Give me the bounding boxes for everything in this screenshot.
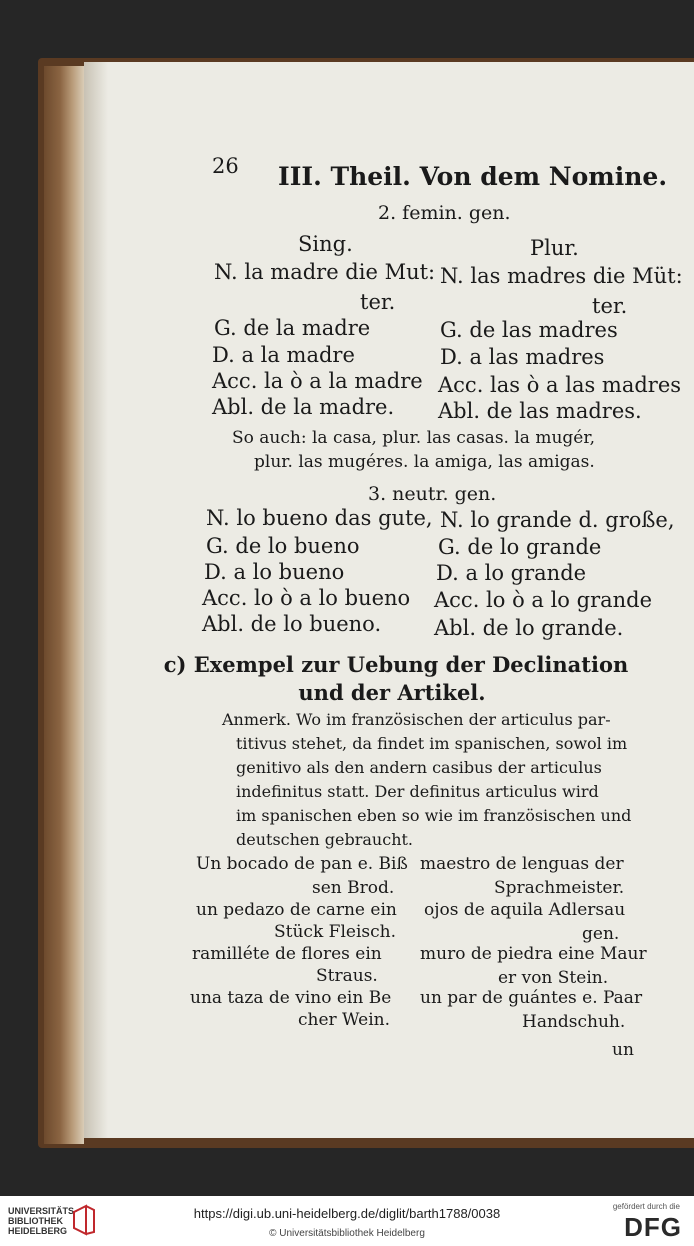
- fem-row-left: N. la madre die Mut:: [214, 260, 436, 284]
- page-edges: [44, 66, 84, 1144]
- neutr-row-right: N. lo grande d. große,: [440, 508, 675, 532]
- example-right: muro de piedra eine Maur: [420, 944, 647, 964]
- example-left: ramilléte de flores ein: [192, 944, 382, 964]
- section-heading: und der Artikel.: [298, 680, 486, 705]
- example-right: Sprachmeister.: [494, 878, 625, 898]
- fem-row-left: Acc. la ò a la madre: [212, 369, 423, 393]
- library-name-line: UNIVERSITÄTS-: [8, 1206, 78, 1216]
- neutr-row-right: Abl. de lo grande.: [434, 616, 624, 640]
- viewer-footer: [0, 1196, 694, 1246]
- anmerk-line: deutschen gebraucht.: [236, 830, 414, 849]
- fem-row-left: Abl. de la madre.: [212, 395, 395, 419]
- section-heading: c) Exempel zur Uebung der Declination: [163, 652, 629, 677]
- sing-label: Sing.: [298, 232, 353, 256]
- example-right: er von Stein.: [498, 968, 609, 988]
- fem-row-right: Acc. las ò a las madres: [438, 373, 682, 397]
- example-left: un pedazo de carne ein: [196, 900, 397, 920]
- example-left: sen Brod.: [312, 878, 395, 898]
- fem-row-left: ter.: [360, 290, 396, 314]
- page-number: 26: [212, 154, 239, 178]
- neutr-title: 3. neutr. gen.: [368, 483, 497, 505]
- example-right: ojos de aquila Adlersau: [424, 900, 626, 920]
- fem-row-right: G. de las madres: [440, 318, 618, 342]
- dfg-logo[interactable]: DFG: [624, 1212, 682, 1242]
- neutr-row-left: G. de lo bueno: [206, 534, 360, 558]
- catchword: un: [612, 1040, 634, 1060]
- example-right: Handschuh.: [522, 1012, 626, 1032]
- fem-row-left: D. a la madre: [212, 343, 355, 367]
- so-auch-line: plur. las mugéres. la amiga, las amigas.: [254, 452, 595, 472]
- anmerk-line: indefinitus statt. Der definitus articulus wird: [236, 782, 599, 801]
- library-name-line: HEIDELBERG: [8, 1226, 68, 1236]
- anmerk-line: genitivo als den andern casibus der articulus: [236, 758, 602, 777]
- neutr-row-left: Abl. de lo bueno.: [202, 612, 382, 636]
- example-left: Un bocado de pan e. Biß: [196, 854, 408, 874]
- library-name-line: BIBLIOTHEK: [8, 1216, 63, 1226]
- neutr-row-right: D. a lo grande: [436, 561, 587, 585]
- example-right: gen.: [582, 924, 620, 944]
- neutr-row-left: Acc. lo ò a lo bueno: [202, 586, 411, 610]
- fem-title: 2. femin. gen.: [378, 202, 511, 224]
- copyright-text: © Universitätsbibliothek Heidelberg: [269, 1228, 425, 1239]
- neutr-row-right: Acc. lo ò a lo grande: [434, 588, 653, 612]
- running-header: III. Theil. Von dem Nomine.: [278, 162, 668, 191]
- permalink-url[interactable]: https://digi.ub.uni-heidelberg.de/diglit/barth1788/0038: [193, 1206, 501, 1221]
- fem-row-left: G. de la madre: [214, 316, 371, 340]
- example-right: un par de guántes e. Paar: [420, 988, 643, 1008]
- fem-row-right: Abl. de las madres.: [438, 399, 642, 423]
- gutter-shadow: [84, 62, 108, 1138]
- fem-row-right: ter.: [592, 294, 628, 318]
- funded-by-text: gefördert durch die: [612, 1202, 680, 1211]
- fem-row-right: D. a las madres: [440, 345, 605, 369]
- example-left: Straus.: [316, 966, 378, 986]
- example-right: maestro de lenguas der: [420, 854, 624, 874]
- anmerk-line: titivus stehet, da findet im spanischen, sowol im: [236, 734, 628, 753]
- neutr-row-right: G. de lo grande: [438, 535, 602, 559]
- anmerk-line: im spanischen eben so wie im französischen und: [236, 806, 632, 825]
- so-auch-line: So auch: la casa, plur. las casas. la mugér,: [232, 428, 596, 448]
- example-left: Stück Fleisch.: [274, 922, 396, 942]
- neutr-row-left: D. a lo bueno: [204, 560, 345, 584]
- example-left: una taza de vino ein Be: [190, 988, 392, 1008]
- neutr-row-left: N. lo bueno das gute,: [206, 506, 433, 530]
- plur-label: Plur.: [530, 236, 579, 260]
- anmerk-line: Anmerk. Wo im französischen der articulus par-: [222, 710, 611, 729]
- example-left: cher Wein.: [298, 1010, 390, 1030]
- fem-row-right: N. las madres die Müt:: [440, 264, 683, 288]
